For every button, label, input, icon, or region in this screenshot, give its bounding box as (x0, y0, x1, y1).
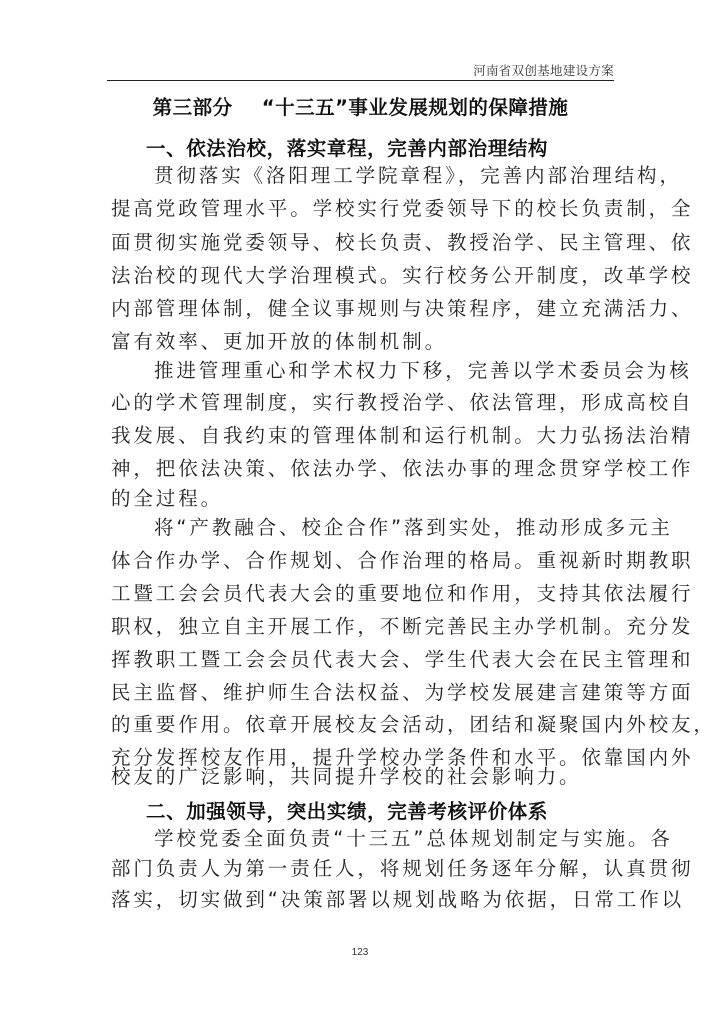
paragraph-line: 学校党委全面负责“十三五”总体规划制定与实施。各 (154, 827, 673, 850)
paragraph-line: 推进管理重心和学术权力下移，完善以学术委员会为核 (154, 359, 692, 382)
paragraph-line: 的全过程。 (111, 487, 224, 510)
paragraph-line: 心的学术管理制度，实行教授治学、依法管理，形成高校自 (111, 391, 694, 414)
paragraph-line: 内部管理体制，健全议事规则与决策程序，建立充满活力、 (111, 297, 694, 320)
paragraph-line: 部门负责人为第一责任人，将规划任务逐年分解，认真贯彻 (111, 857, 694, 880)
paragraph-line: 民主监督、维护师生合法权益、为学校发展建言建策等方面 (111, 681, 694, 704)
paragraph-line: 充分发挥校友作用，提升学校办学条件和水平。依靠国内外 (111, 746, 694, 769)
paragraph-line: 富有效率、更加开放的体制机制。 (111, 330, 448, 353)
page-number: 123 (351, 947, 369, 958)
paragraph-line: 工暨工会会员代表大会的重要地位和作用，支持其依法履行 (111, 582, 694, 605)
paragraph-line: 贯彻落实《洛阳理工学院章程》，完善内部治理结构， (154, 164, 682, 187)
paragraph-line: 我发展、自我约束的管理体制和运行机制。大力弘扬法治精 (111, 424, 694, 447)
paragraph-line: 面贯彻实施党委领导、校长负责、教授治学、民主管理、依 (111, 231, 694, 254)
paragraph-line: 将“产教融合、校企合作”落到实处，推动形成多元主 (154, 516, 673, 539)
paragraph-line: 校友的广泛影响，共同提升学校的社会影响力。 (111, 765, 582, 788)
paragraph-line: 的重要作用。依章开展校友会活动，团结和凝聚国内外校友， (111, 713, 716, 736)
paragraph-line: 挥教职工暨工会会员代表大会、学生代表大会在民主管理和 (111, 648, 694, 671)
paragraph-line: 体合作办学、合作规划、合作治理的格局。重视新时期教职 (111, 549, 694, 572)
section-heading-2: 二、加强领导，突出实绩，完善考核评价体系 (146, 800, 549, 823)
paragraph-line: 落实，切实做到“决策部署以规划战略为依据，日常工作以 (111, 888, 685, 911)
header-rule (107, 80, 614, 81)
paragraph-line: 职权，独立自主开展工作，不断完善民主办学机制。充分发 (111, 615, 694, 638)
paragraph-line: 法治校的现代大学治理模式。实行校务公开制度，改革学校 (111, 264, 694, 287)
part-title: 第三部分 “十三五”事业发展规划的保障措施 (152, 96, 569, 119)
section-heading-1: 一、依法治校，落实章程，完善内部治理结构 (146, 137, 549, 160)
paragraph-line: 提高党政管理水平。学校实行党委领导下的校长负责制，全 (111, 197, 694, 220)
running-header: 河南省双创基地建设方案 (473, 63, 614, 78)
paragraph-line: 神，把依法决策、依法办学、依法办事的理念贯穿学校工作 (111, 457, 694, 480)
